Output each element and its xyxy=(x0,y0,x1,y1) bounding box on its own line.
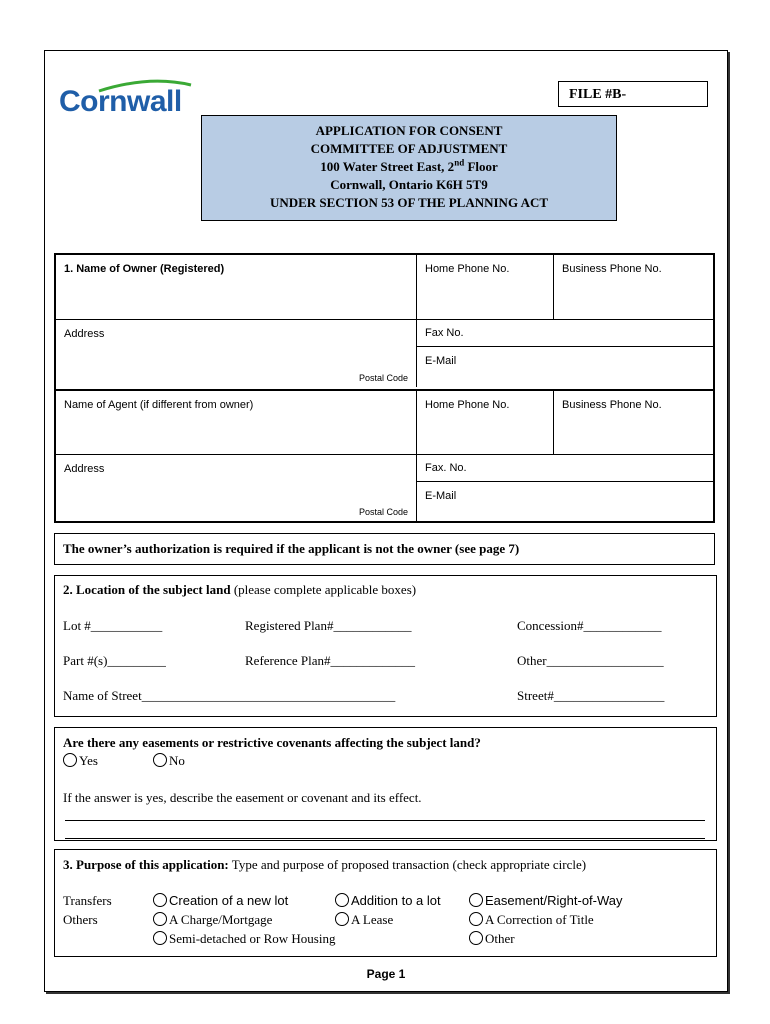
radio-icon[interactable] xyxy=(469,893,483,907)
header-line-3: 100 Water Street East, 2nd Floor xyxy=(320,157,498,174)
header-line-1: APPLICATION FOR CONSENT xyxy=(315,123,503,138)
owner-business-phone-field[interactable]: Business Phone No. xyxy=(553,255,713,319)
owner-fax-field[interactable]: Fax No. xyxy=(416,319,713,346)
radio-icon[interactable] xyxy=(335,912,349,926)
concession-field[interactable]: Concession#____________ xyxy=(517,618,662,633)
radio-icon[interactable] xyxy=(153,912,167,926)
option-new-lot[interactable]: Creation of a new lot xyxy=(153,893,288,908)
owner-postal-code-label: Postal Code xyxy=(358,373,408,383)
radio-icon[interactable] xyxy=(335,893,349,907)
easement-section xyxy=(54,727,717,841)
easement-describe-label: If the answer is yes, describe the easement or covenant and its effect. xyxy=(63,790,422,805)
authorization-notice: The owner’s authorization is required if the applicant is not the owner (see page 7) xyxy=(54,533,715,565)
header-line-5: UNDER SECTION 53 OF THE PLANNING ACT xyxy=(269,195,549,210)
logo-text: Cornwall xyxy=(59,85,182,118)
location-title: 2. Location of the subject land (please complete applicable boxes) xyxy=(63,582,417,597)
option-correction[interactable]: A Correction of Title xyxy=(469,912,594,928)
option-easement[interactable]: Easement/Right-of-Way xyxy=(469,893,623,908)
easement-no-option[interactable]: No xyxy=(153,753,185,769)
contact-grid xyxy=(54,253,715,523)
transfers-label: Transfers xyxy=(63,893,112,908)
radio-icon[interactable] xyxy=(469,912,483,926)
owner-home-phone-field[interactable]: Home Phone No. xyxy=(416,255,553,319)
agent-business-phone-field[interactable]: Business Phone No. xyxy=(553,389,713,454)
lot-field[interactable]: Lot #___________ xyxy=(63,618,163,633)
agent-fax-field[interactable]: Fax. No. xyxy=(416,454,713,481)
agent-email-field[interactable]: E-Mail xyxy=(416,481,713,521)
street-number-field[interactable]: Street#_________________ xyxy=(517,688,665,703)
owner-address-field[interactable]: Address Postal Code xyxy=(56,319,416,387)
option-lease[interactable]: A Lease xyxy=(335,912,393,928)
other-field[interactable]: Other__________________ xyxy=(517,653,664,668)
yes-radio-icon[interactable] xyxy=(63,753,77,767)
radio-icon[interactable] xyxy=(469,931,483,945)
file-number-field[interactable]: FILE #B- xyxy=(558,81,708,107)
no-radio-icon[interactable] xyxy=(153,753,167,767)
purpose-section xyxy=(54,849,717,957)
easement-question: Are there any easements or restrictive covenants affecting the subject land? xyxy=(63,735,481,750)
radio-icon[interactable] xyxy=(153,931,167,945)
owner-email-field[interactable]: E-Mail xyxy=(416,346,713,387)
others-label: Others xyxy=(63,912,98,927)
location-section xyxy=(54,575,717,717)
option-charge[interactable]: A Charge/Mortgage xyxy=(153,912,272,928)
street-name-field[interactable]: Name of Street_______________________________________ xyxy=(63,688,396,703)
form-page xyxy=(44,50,728,992)
agent-address-field[interactable]: Address Postal Code xyxy=(56,454,416,521)
part-field[interactable]: Part #(s)_________ xyxy=(63,653,166,668)
description-line-2[interactable] xyxy=(65,838,705,839)
cornwall-logo xyxy=(59,77,199,127)
agent-postal-code-label: Postal Code xyxy=(358,507,408,517)
description-line-1[interactable] xyxy=(65,820,705,821)
option-semi-detached[interactable]: Semi-detached or Row Housing xyxy=(153,931,335,947)
option-addition[interactable]: Addition to a lot xyxy=(335,893,441,908)
registered-plan-field[interactable]: Registered Plan#____________ xyxy=(245,618,412,633)
radio-icon[interactable] xyxy=(153,893,167,907)
option-other[interactable]: Other xyxy=(469,931,515,947)
agent-name-field[interactable]: Name of Agent (if different from owner) xyxy=(56,389,416,454)
page-number: Page 1 xyxy=(366,967,406,981)
header-line-4: Cornwall, Ontario K6H 5T9 xyxy=(330,177,488,192)
reference-plan-field[interactable]: Reference Plan#_____________ xyxy=(245,653,416,668)
header-line-2: COMMITTEE OF ADJUSTMENT xyxy=(310,141,508,156)
owner-name-field[interactable]: 1. Name of Owner (Registered) xyxy=(64,263,225,275)
purpose-title: 3. Purpose of this application: Type and purpose of proposed transaction (check appropriate circle) xyxy=(63,857,587,872)
form-header xyxy=(201,115,617,221)
easement-yes-option[interactable]: Yes xyxy=(63,753,98,769)
agent-home-phone-field[interactable]: Home Phone No. xyxy=(416,389,553,454)
